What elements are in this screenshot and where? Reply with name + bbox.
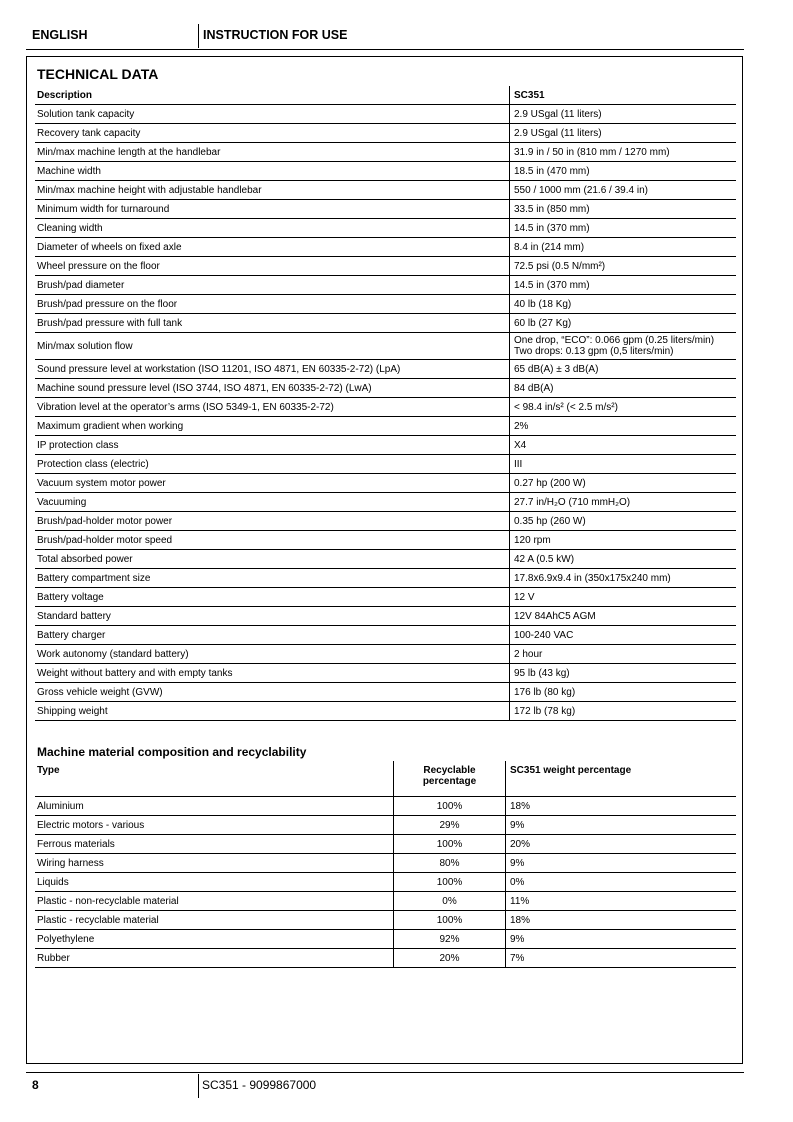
spec-row — [35, 531, 736, 550]
material-recyclable: 100% — [394, 835, 506, 854]
spec-description: Shipping weight — [35, 702, 510, 721]
material-type: Aluminium — [35, 797, 394, 816]
spec-value: 550 / 1000 mm (21.6 / 39.4 in) — [510, 181, 737, 200]
spec-value: 0.35 hp (260 W) — [510, 512, 737, 531]
spec-row — [35, 455, 736, 474]
spec-row — [35, 512, 736, 531]
material-row — [35, 835, 736, 854]
spec-value: 2.9 USgal (11 liters) — [510, 124, 737, 143]
material-recyclable: 80% — [394, 854, 506, 873]
material-type: Ferrous materials — [35, 835, 394, 854]
spec-description: Brush/pad diameter — [35, 276, 510, 295]
material-recyclable: 0% — [394, 892, 506, 911]
spec-description: Vacuum system motor power — [35, 474, 510, 493]
spec-row — [35, 200, 736, 219]
material-type: Electric motors - various — [35, 816, 394, 835]
spec-description: Sound pressure level at workstation (ISO 11201, ISO 4871, EN 60335-2-72) (LpA) — [35, 360, 510, 379]
spec-row — [35, 550, 736, 569]
spec-value: 27.7 in/H₂O (710 mmH₂O) — [510, 493, 737, 512]
material-type: Plastic - non-recyclable material — [35, 892, 394, 911]
material-row — [35, 892, 736, 911]
spec-description: Min/max machine height with adjustable handlebar — [35, 181, 510, 200]
spec-row — [35, 295, 736, 314]
type-column-header: Type — [35, 761, 394, 797]
material-row — [35, 854, 736, 873]
material-weight: 20% — [506, 835, 737, 854]
spec-value: III — [510, 455, 737, 474]
spec-description: Machine width — [35, 162, 510, 181]
spec-value: 65 dB(A) ± 3 dB(A) — [510, 360, 737, 379]
spec-value: 176 lb (80 kg) — [510, 683, 737, 702]
material-type: Polyethylene — [35, 930, 394, 949]
spec-row — [35, 588, 736, 607]
spec-description: Machine sound pressure level (ISO 3744, ISO 4871, EN 60335-2-72) (LwA) — [35, 379, 510, 398]
page-header — [26, 22, 744, 50]
spec-row — [35, 181, 736, 200]
material-recyclable: 20% — [394, 949, 506, 968]
spec-value: 2 hour — [510, 645, 737, 664]
spec-value: < 98.4 in/s² (< 2.5 m/s²) — [510, 398, 737, 417]
spec-description: Protection class (electric) — [35, 455, 510, 474]
spec-row — [35, 257, 736, 276]
spec-description: Work autonomy (standard battery) — [35, 645, 510, 664]
section-label: INSTRUCTION FOR USE — [203, 28, 348, 42]
spec-description: IP protection class — [35, 436, 510, 455]
spec-description: Minimum width for turnaround — [35, 200, 510, 219]
spec-description: Diameter of wheels on fixed axle — [35, 238, 510, 257]
spec-value: 60 lb (27 Kg) — [510, 314, 737, 333]
material-row — [35, 816, 736, 835]
material-type: Liquids — [35, 873, 394, 892]
technical-header-row — [35, 86, 736, 105]
recyclable-column-header-text: Recyclable percentage — [422, 765, 477, 787]
page-number: 8 — [32, 1078, 39, 1092]
spec-value: 12 V — [510, 588, 737, 607]
material-row — [35, 873, 736, 892]
spec-value: 40 lb (18 Kg) — [510, 295, 737, 314]
spec-row — [35, 162, 736, 181]
spec-row — [35, 664, 736, 683]
material-recyclable: 100% — [394, 797, 506, 816]
spec-description: Weight without battery and with empty tanks — [35, 664, 510, 683]
spec-description: Wheel pressure on the floor — [35, 257, 510, 276]
spec-row — [35, 105, 736, 124]
spec-value: 2% — [510, 417, 737, 436]
spec-row — [35, 398, 736, 417]
spec-row — [35, 124, 736, 143]
footer-divider — [198, 1074, 199, 1098]
spec-description: Vacuuming — [35, 493, 510, 512]
spec-row — [35, 569, 736, 588]
spec-description: Min/max machine length at the handlebar — [35, 143, 510, 162]
material-weight: 9% — [506, 816, 737, 835]
spec-description: Brush/pad pressure on the floor — [35, 295, 510, 314]
spec-description: Gross vehicle weight (GVW) — [35, 683, 510, 702]
spec-value: One drop, “ECO”: 0.066 gpm (0.25 liters/min) Two drops: 0.13 gpm (0,5 liters/min) — [510, 333, 737, 360]
material-row — [35, 930, 736, 949]
spec-description: Recovery tank capacity — [35, 124, 510, 143]
spec-row — [35, 683, 736, 702]
document-code: SC351 - 9099867000 — [202, 1078, 317, 1092]
spec-description: Battery compartment size — [35, 569, 510, 588]
spec-row — [35, 143, 736, 162]
materials-table — [35, 761, 736, 968]
spec-description: Cleaning width — [35, 219, 510, 238]
model-column-header: SC351 — [510, 86, 737, 105]
material-type: Rubber — [35, 949, 394, 968]
material-row — [35, 797, 736, 816]
spec-value: 120 rpm — [510, 531, 737, 550]
spec-description: Battery voltage — [35, 588, 510, 607]
spec-value: 18.5 in (470 mm) — [510, 162, 737, 181]
spec-value: 33.5 in (850 mm) — [510, 200, 737, 219]
material-row — [35, 949, 736, 968]
spec-value: 12V 84AhC5 AGM — [510, 607, 737, 626]
recyclable-column-header — [394, 761, 506, 797]
spec-row — [35, 702, 736, 721]
spec-row — [35, 493, 736, 512]
spec-description: Maximum gradient when working — [35, 417, 510, 436]
spec-row — [35, 607, 736, 626]
material-weight: 18% — [506, 797, 737, 816]
spec-row — [35, 645, 736, 664]
material-weight: 9% — [506, 854, 737, 873]
material-weight: 7% — [506, 949, 737, 968]
spec-value: 14.5 in (370 mm) — [510, 219, 737, 238]
page-footer — [26, 1072, 744, 1099]
spec-value: 17.8x6.9x9.4 in (350x175x240 mm) — [510, 569, 737, 588]
spec-value: 72.5 psi (0.5 N/mm²) — [510, 257, 737, 276]
spec-value: 8.4 in (214 mm) — [510, 238, 737, 257]
spec-row — [35, 626, 736, 645]
material-weight: 0% — [506, 873, 737, 892]
spec-description: Solution tank capacity — [35, 105, 510, 124]
spec-row — [35, 276, 736, 295]
spec-row — [35, 436, 736, 455]
material-weight: 11% — [506, 892, 737, 911]
spec-row — [35, 474, 736, 493]
technical-data-title: TECHNICAL DATA — [37, 66, 159, 82]
spec-value: 2.9 USgal (11 liters) — [510, 105, 737, 124]
spec-value: 14.5 in (370 mm) — [510, 276, 737, 295]
material-type: Wiring harness — [35, 854, 394, 873]
material-recyclable: 92% — [394, 930, 506, 949]
material-weight: 18% — [506, 911, 737, 930]
spec-row — [35, 417, 736, 436]
spec-description: Brush/pad-holder motor speed — [35, 531, 510, 550]
materials-title: Machine material composition and recyclability — [37, 745, 307, 759]
language-label: ENGLISH — [32, 28, 88, 42]
weight-column-header: SC351 weight percentage — [506, 761, 737, 797]
spec-description: Vibration level at the operator’s arms (ISO 5349-1, EN 60335-2-72) — [35, 398, 510, 417]
spec-row — [35, 219, 736, 238]
spec-row — [35, 238, 736, 257]
materials-header-row — [35, 761, 736, 797]
header-divider — [198, 24, 199, 48]
spec-value: 172 lb (78 kg) — [510, 702, 737, 721]
description-column-header: Description — [35, 86, 510, 105]
material-row — [35, 911, 736, 930]
spec-value: 42 A (0.5 kW) — [510, 550, 737, 569]
spec-description: Total absorbed power — [35, 550, 510, 569]
spec-value: 95 lb (43 kg) — [510, 664, 737, 683]
spec-description: Brush/pad-holder motor power — [35, 512, 510, 531]
spec-row — [35, 360, 736, 379]
spec-description: Min/max solution flow — [35, 333, 510, 360]
spec-row — [35, 379, 736, 398]
spec-value: 31.9 in / 50 in (810 mm / 1270 mm) — [510, 143, 737, 162]
spec-row — [35, 333, 736, 360]
spec-description: Standard battery — [35, 607, 510, 626]
spec-value: 100-240 VAC — [510, 626, 737, 645]
spec-value: 0.27 hp (200 W) — [510, 474, 737, 493]
technical-data-table — [35, 86, 736, 721]
material-recyclable: 29% — [394, 816, 506, 835]
spec-value: 84 dB(A) — [510, 379, 737, 398]
spec-row — [35, 314, 736, 333]
spec-value: X4 — [510, 436, 737, 455]
material-recyclable: 100% — [394, 911, 506, 930]
material-weight: 9% — [506, 930, 737, 949]
material-recyclable: 100% — [394, 873, 506, 892]
spec-description: Brush/pad pressure with full tank — [35, 314, 510, 333]
spec-description: Battery charger — [35, 626, 510, 645]
material-type: Plastic - recyclable material — [35, 911, 394, 930]
